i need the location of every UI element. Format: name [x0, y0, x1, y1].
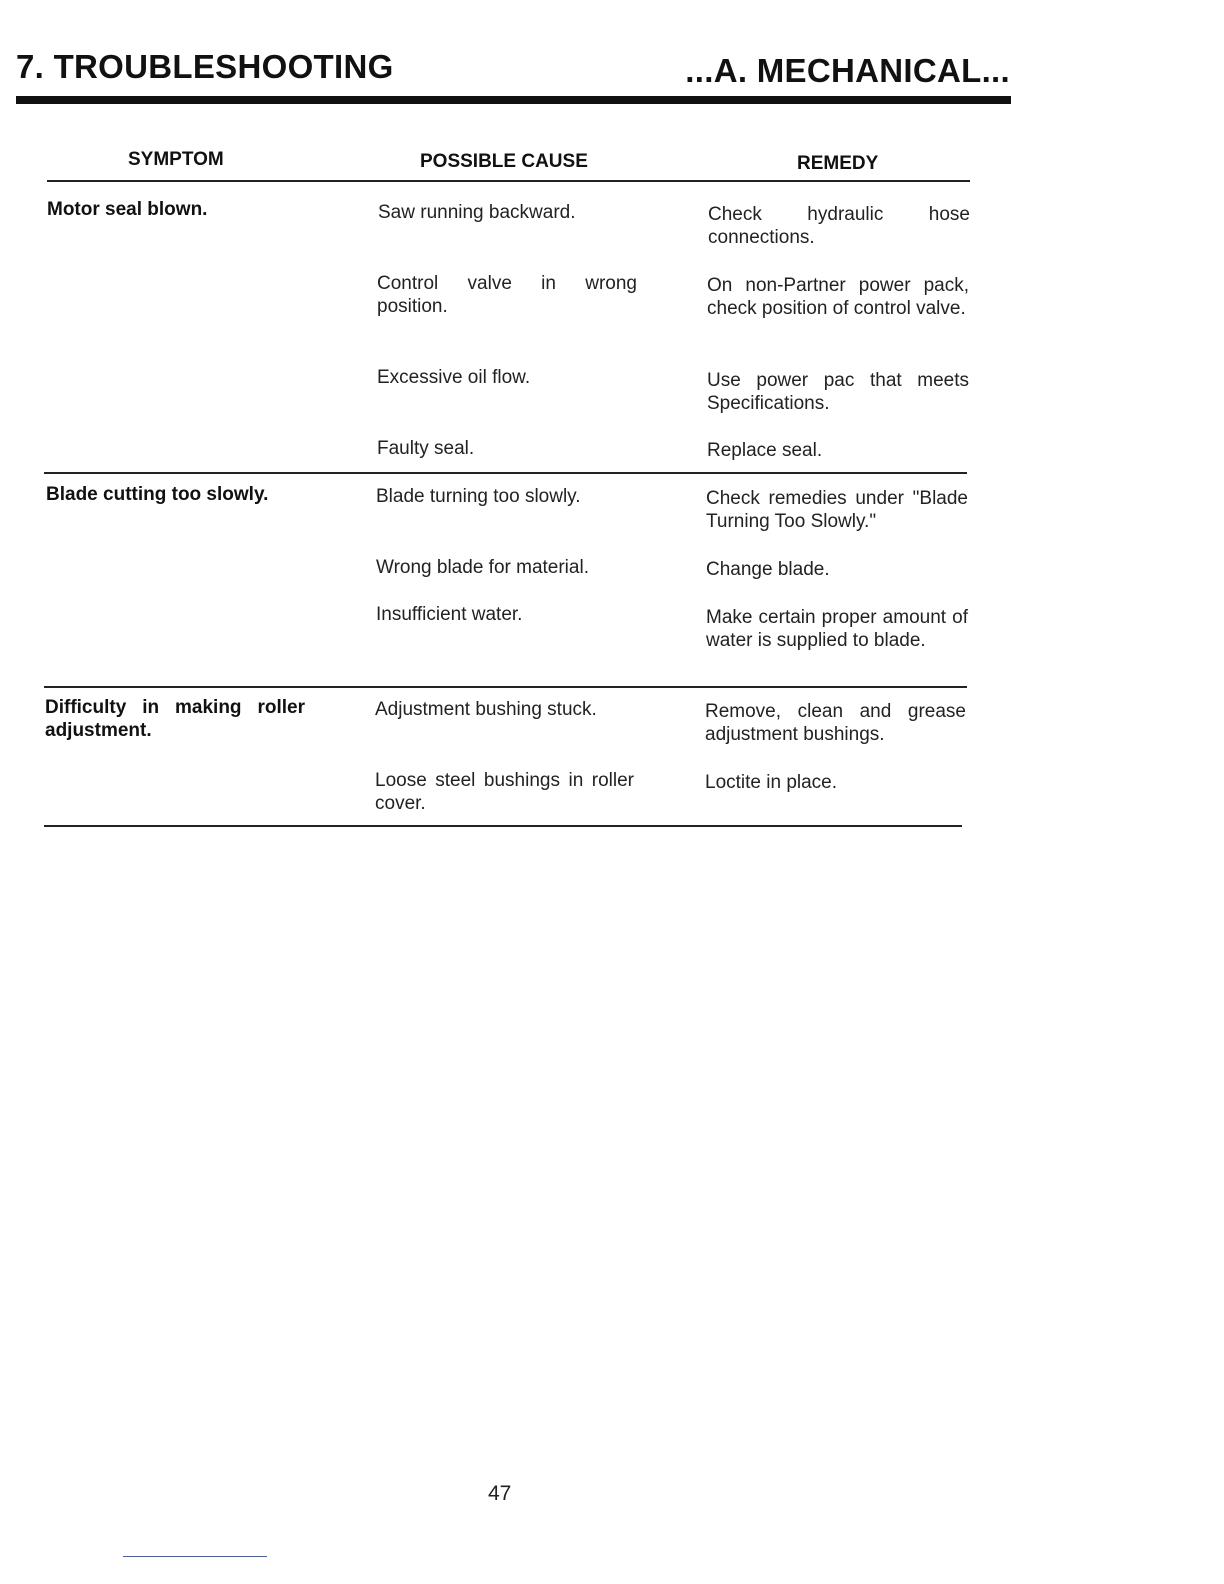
remedy-text: Replace seal. — [707, 440, 823, 461]
remedy-text: Check hydraulic hose connections. — [708, 204, 970, 248]
column-header-possible-cause: POSSIBLE CAUSE — [420, 151, 588, 172]
table-bottom-rule — [44, 825, 962, 827]
remedy-text: On non-Partner power pack, check position of control valve. — [707, 275, 969, 319]
cause-text: Adjustment bushing stuck. — [375, 699, 597, 720]
cause-text: Wrong blade for material. — [376, 557, 589, 578]
page-number: 47 — [488, 1482, 512, 1505]
subsection-title: ...A. MECHANICAL... — [685, 52, 1010, 89]
cause-text: Faulty seal. — [377, 438, 475, 459]
header-divider — [47, 180, 970, 182]
title-divider — [16, 96, 1011, 104]
cause-text: Control valve in wrong position. — [377, 273, 637, 317]
symptom-blade-cutting-too-slowly: Blade cutting too slowly. — [46, 484, 269, 505]
cause-text: Blade turning too slowly. — [376, 486, 581, 507]
remedy-text: Make certain proper amount of water is supplied to blade. — [706, 607, 968, 651]
cause-text: Insufficient water. — [376, 604, 523, 625]
scan-edge-line — [123, 1556, 267, 1557]
column-header-remedy: REMEDY — [797, 153, 879, 174]
section-title: 7. TROUBLESHOOTING — [16, 48, 394, 85]
row-divider — [44, 472, 967, 474]
remedy-text: Loctite in place. — [705, 772, 838, 793]
remedy-text: Change blade. — [706, 559, 830, 580]
symptom-roller-adjustment: Difficulty in making roller adjustment. — [45, 697, 305, 741]
cause-text: Excessive oil flow. — [377, 367, 531, 388]
remedy-text: Use power pac that meets Specifications. — [707, 370, 969, 414]
column-header-symptom: SYMPTOM — [128, 149, 224, 170]
cause-text: Saw running backward. — [378, 202, 576, 223]
remedy-text: Remove, clean and grease adjustment bushings. — [705, 701, 966, 745]
cause-text: Loose steel bushings in roller cover. — [375, 770, 634, 814]
row-divider — [44, 686, 967, 688]
symptom-motor-seal-blown: Motor seal blown. — [47, 199, 208, 220]
remedy-text: Check remedies under "Blade Turning Too Slowly." — [706, 488, 968, 532]
